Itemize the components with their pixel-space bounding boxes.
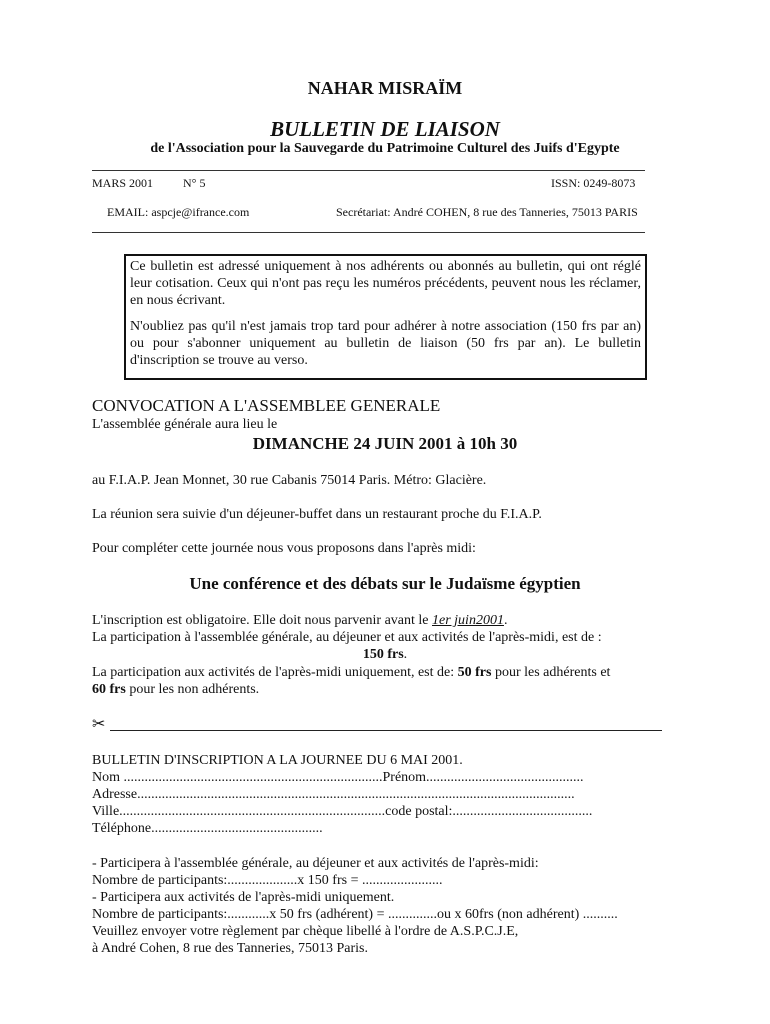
- header-rule-bottom: [92, 232, 645, 233]
- registration-line: [92, 612, 507, 629]
- form-nom-line: Nom ..........................................................................Prénom.............................................: [92, 770, 584, 785]
- form-payment-address: à André Cohen, 8 rue des Tanneries, 75013 Paris.: [92, 941, 368, 956]
- afternoon-member-price: 50 frs: [457, 665, 492, 680]
- form-count-afternoon: Nombre de participants:............x 50 frs (adhérent) = ..............ou x 60frs (non adhérent) ..........: [92, 907, 618, 922]
- lunch-line: La réunion sera suivie d'un déjeuner-buffet dans un restaurant proche du F.I.A.P.: [92, 507, 542, 522]
- email: EMAIL: aspcje@ifrance.com: [107, 205, 250, 219]
- full-price: 150 frs: [362, 647, 404, 662]
- cut-line: [110, 730, 662, 731]
- form-ville-line: Ville............................................................................code postal:........................................: [92, 804, 593, 819]
- afternoon-nonmember-price: 60 frs: [92, 682, 126, 697]
- secretariat: Secrétariat: André COHEN, 8 rue des Tanneries, 75013 PARIS: [336, 205, 638, 219]
- afternoon-price-line: [92, 664, 610, 681]
- full-price-line: [0, 646, 770, 663]
- nonmember-price-line: [92, 681, 259, 698]
- form-title: BULLETIN D'INSCRIPTION A LA JOURNEE DU 6 MAI 2001.: [92, 753, 463, 768]
- meeting-date: DIMANCHE 24 JUIN 2001 à 10h 30: [252, 434, 518, 453]
- convocation-intro: L'assemblée générale aura lieu le: [92, 417, 278, 432]
- registration-deadline: 1er juin2001: [432, 613, 504, 628]
- form-payment-instructions: Veuillez envoyer votre règlement par chèque libellé à l'ordre de A.S.P.C.J.E,: [92, 924, 519, 939]
- venue-line: au F.I.A.P. Jean Monnet, 30 rue Cabanis 75014 Paris. Métro: Glacière.: [92, 473, 487, 488]
- afternoon-line: Pour compléter cette journée nous vous proposons dans l'après midi:: [92, 541, 476, 556]
- registration-prefix: L'inscription est obligatoire. Elle doit nous parvenir avant le: [92, 613, 432, 628]
- notice-box: [124, 254, 647, 380]
- form-adresse-line: Adresse.............................................................................................................................: [92, 787, 575, 802]
- afternoon-member-suffix: pour les adhérents et: [491, 665, 611, 680]
- bulletin-title: BULLETIN DE LIAISON: [270, 117, 500, 141]
- afternoon-nonmember-suffix: pour les non adhérents.: [125, 682, 260, 697]
- form-telephone-line: Téléphone.................................................: [92, 821, 323, 836]
- issue-number: N° 5: [183, 176, 206, 190]
- registration-suffix: .: [503, 613, 508, 628]
- notice-paragraph-1: Ce bulletin est adressé uniquement à nos adhérents ou abonnés au bulletin, qui ont réglé leur cotisation. Ceux qui n'ont pas reçu les numéros précédents, peuvent nous les réclamer, en nous écrivant.: [130, 259, 641, 308]
- header-rule-top: [92, 170, 645, 171]
- form-count-full: Nombre de participants:....................x 150 frs = .......................: [92, 873, 443, 888]
- full-price-suffix: .: [403, 647, 408, 662]
- issn: ISSN: 0249-8073: [551, 176, 636, 190]
- conference-title: Une conférence et des débats sur le Judaïsme égyptien: [189, 574, 581, 593]
- masthead: NAHAR MISRAÏM: [307, 78, 463, 98]
- notice-paragraph-2: N'oubliez pas qu'il n'est jamais trop tard pour adhérer à notre association (150 frs par an) ou pour s'abonner uniquement au bulletin de liaison (50 frs par an). Le bulletin d'inscription se trouve au verso.: [130, 319, 641, 368]
- afternoon-price-prefix: La participation aux activités de l'après-midi uniquement, est de:: [92, 665, 458, 680]
- convocation-heading: CONVOCATION A L'ASSEMBLEE GENERALE: [92, 396, 441, 415]
- form-option-afternoon: - Participera aux activités de l'après-midi uniquement.: [92, 890, 395, 905]
- issue-date: MARS 2001: [92, 176, 154, 190]
- form-option-full: - Participera à l'assemblée générale, au déjeuner et aux activités de l'après-midi:: [92, 856, 539, 871]
- full-participation-line: La participation à l'assemblée générale, au déjeuner et aux activités de l'après-midi, est de :: [92, 630, 602, 645]
- association-subtitle: de l'Association pour la Sauvegarde du Patrimoine Culturel des Juifs d'Egypte: [150, 141, 620, 156]
- scissors-icon: ✂: [92, 714, 106, 733]
